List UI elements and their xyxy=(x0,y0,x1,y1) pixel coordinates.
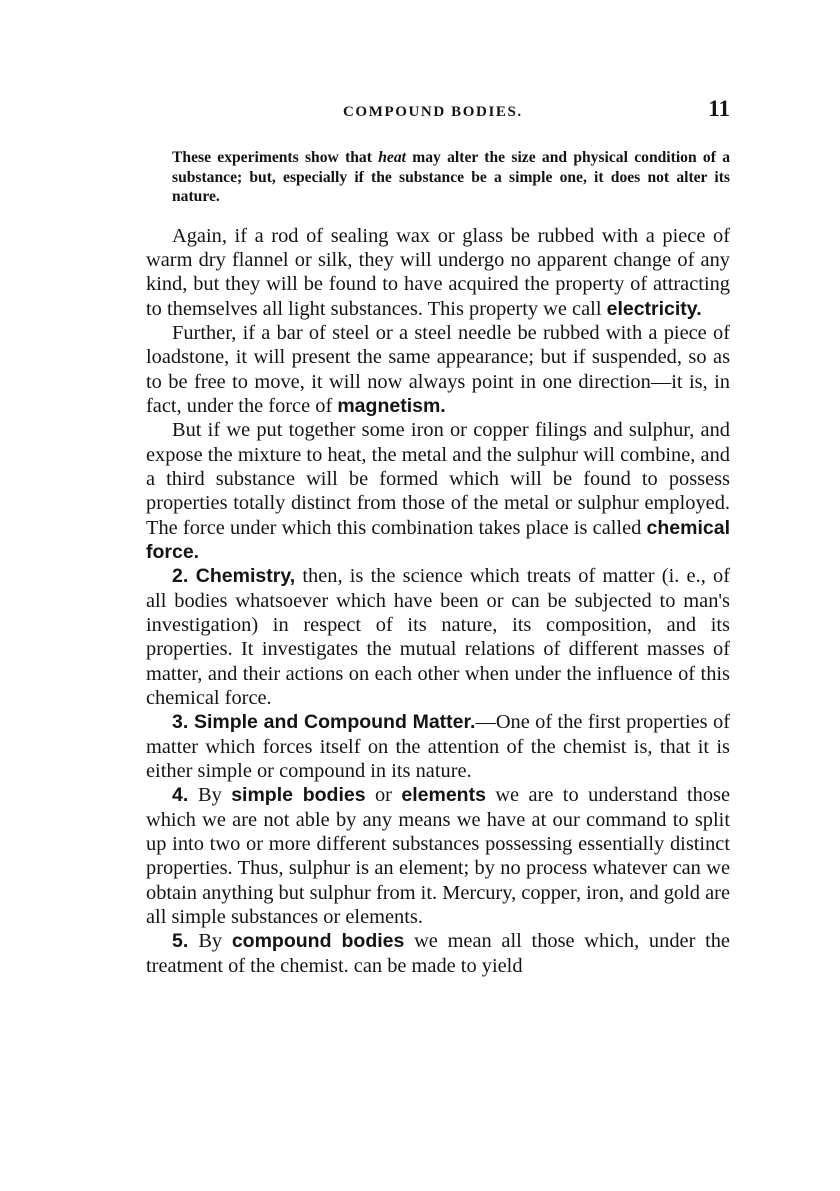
text-run: simple xyxy=(197,760,252,783)
text-run: But if we put together some iron or copper filings and sulphur, and expose the mixture to heat, the metal and the sulphur will combine, and a third substance will be formed which will be found to possess properties totally distinct from those of the metal or sulphur employed. The xyxy=(146,419,730,539)
text-run: By xyxy=(198,930,232,953)
text-run: compound bodies xyxy=(231,930,405,953)
paragraph-chemistry xyxy=(146,564,730,710)
text-run: chemical force. xyxy=(146,687,272,710)
text-run: then, is the science which treats of xyxy=(295,565,603,588)
text-run: Again, if a rod of sealing wax or glass be rubbed with a piece of warm dry flannel or silk, they will undergo no apparent change of any kind, but they will be found to have acquired the property of attracting to themselves all light substances. This property we call xyxy=(146,224,730,320)
text-run: we are to understand those which we are not able by any means we have at our command to split up into two or more different substances possessing essentially distinct properties. Thus, xyxy=(146,784,730,880)
text-run: heat xyxy=(378,149,406,166)
text-run: or xyxy=(318,906,346,929)
summary-paragraph xyxy=(172,148,730,207)
text-run: and their actions on each other when under the influence of this xyxy=(202,662,730,685)
text-run: or xyxy=(251,760,280,783)
paragraph-chemical-force xyxy=(146,418,730,564)
text-run: ( xyxy=(654,565,669,588)
text-run: in its nature. xyxy=(365,760,472,783)
paragraph-simple-compound-matter xyxy=(146,710,730,783)
text-run: stance be a simple one, it does not alter its nature. xyxy=(172,168,730,205)
text-run: of all bodies whatsoever which have been or can be subjected to man's investigation) in respect of its nature, its composition, and its properties. It investigates the mutual relations of different masses of xyxy=(146,565,730,661)
text-run: magnetism. xyxy=(337,394,446,417)
text-run: elements xyxy=(401,784,486,807)
running-head xyxy=(146,96,730,136)
text-run: may alter the size and physical condition of a substance; but, especially if the sub xyxy=(172,149,730,186)
text-run: Chemistry, xyxy=(195,565,296,588)
text-run: gold xyxy=(663,881,700,904)
text-run: sulphur xyxy=(288,857,351,880)
text-run: Simple and Compound Matter. xyxy=(193,711,476,734)
body-text xyxy=(146,224,730,979)
text-run: matter, xyxy=(146,662,203,685)
text-run: force xyxy=(182,516,225,539)
text-run: electricity. xyxy=(606,297,702,320)
text-run: we mean all those which, under the treatment of the chemist. can be made to yield xyxy=(146,930,730,977)
book-page xyxy=(146,96,730,978)
text-run: 3. xyxy=(172,711,194,734)
text-run: is an xyxy=(350,857,399,880)
text-run: Mercury, copper, iron, xyxy=(442,881,625,904)
paragraph-magnetism xyxy=(146,321,730,418)
text-run: 4. xyxy=(172,784,198,807)
text-run: 5. xyxy=(172,930,199,953)
text-run: chemical force. xyxy=(146,516,730,563)
page-number: 11 xyxy=(708,96,730,121)
paragraph-electricity xyxy=(146,224,730,321)
text-run: and xyxy=(624,881,664,904)
text-run: under which this combination takes place is called xyxy=(224,516,647,539)
text-run: element; xyxy=(398,857,470,880)
text-run: simple substances xyxy=(171,906,319,929)
paragraph-simple-bodies xyxy=(146,783,730,929)
text-run: by no process whatever can we obtain anything but sulphur from it. xyxy=(146,857,730,904)
text-run: compound xyxy=(279,760,366,783)
text-run: simple bodies xyxy=(231,784,366,807)
text-run: These experiments show that xyxy=(172,149,379,166)
text-run: matter xyxy=(602,565,655,588)
text-run: or xyxy=(365,784,402,807)
text-run: i. e., xyxy=(668,565,706,588)
text-run: By xyxy=(198,784,232,807)
section-summary xyxy=(146,148,730,207)
paragraph-compound-bodies xyxy=(146,929,730,978)
text-run: elements. xyxy=(345,906,423,929)
text-run: 2. xyxy=(172,565,196,588)
text-run: Further, if a bar of steel or a steel needle be rubbed with a piece of loadstone, it will present the same appearance; but if suspended, so as to be free to move, it will now always point in one direction—it is, in fact, under the force of xyxy=(146,321,730,417)
text-run: are all xyxy=(146,881,730,929)
text-run: —One of the first properties of matter which forces itself on the attention of the chemist is, that it is either xyxy=(146,711,730,783)
running-title: COMPOUND BODIES. xyxy=(343,104,523,120)
